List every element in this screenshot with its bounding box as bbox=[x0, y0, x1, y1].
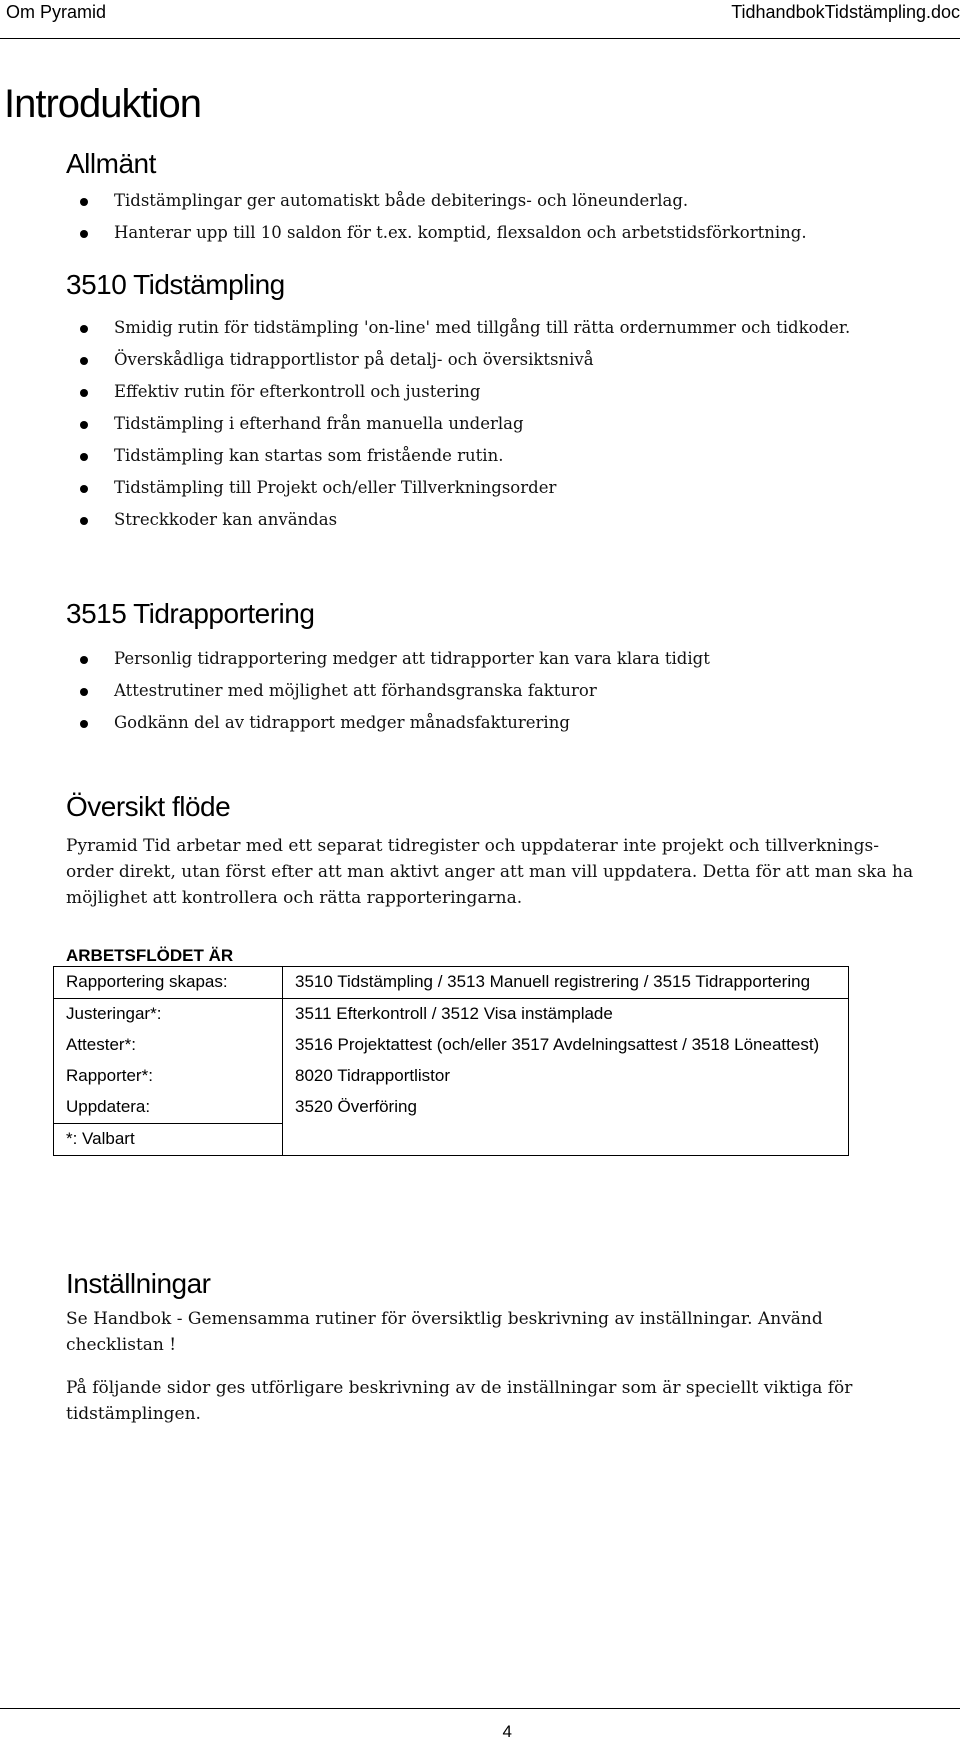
list-item: Hanterar upp till 10 saldon för t.ex. komptid, flexsaldon och arbetstidsförkortning. bbox=[0, 217, 807, 249]
list-allmant bbox=[0, 185, 807, 249]
flow-value: 8020 Tidrapportlistor bbox=[295, 1066, 450, 1085]
list-item: Tidstämpling i efterhand från manuella underlag bbox=[0, 408, 850, 440]
page-title: Introduktion bbox=[4, 82, 202, 126]
table-row bbox=[54, 999, 849, 1031]
list-item: Tidstämpling kan startas som fristående rutin. bbox=[0, 440, 850, 472]
list-item: Tidstämplingar ger automatiskt både debiterings- och löneunderlag. bbox=[0, 185, 807, 217]
page-number bbox=[0, 1722, 960, 1742]
flow-value: 3511 Efterkontroll / 3512 Visa instämplade bbox=[295, 1004, 613, 1023]
paragraph-line: möjlighet att kontrollera och rätta rapporteringarna. bbox=[66, 888, 523, 908]
paragraph-line: order direkt, utan först efter att man aktivt anger att man vill uppdatera. Detta för att man ska ha bbox=[66, 862, 914, 882]
table-row bbox=[54, 1030, 849, 1061]
list-item: Godkänn del av tidrapport medger månadsfakturering bbox=[0, 707, 710, 739]
paragraph-line: Se Handbok - Gemensamma rutiner för översiktlig beskrivning av inställningar. Använd bbox=[66, 1309, 823, 1329]
list-item: Effektiv rutin för efterkontroll och justering bbox=[0, 376, 850, 408]
paragraph-line: Pyramid Tid arbetar med ett separat tidregister och uppdaterar inte projekt och tillverknings- bbox=[66, 836, 879, 856]
heading-3510: 3510 Tidstämpling bbox=[66, 269, 285, 300]
flow-label: Rapportering skapas: bbox=[54, 967, 283, 999]
heading-installningar: Inställningar bbox=[66, 1268, 211, 1299]
flow-value: 3516 Projektattest (och/eller 3517 Avdelningsattest / 3518 Löneattest) bbox=[295, 1035, 820, 1054]
flow-value: 3510 Tidstämpling / 3513 Manuell registrering / 3515 Tidrapportering bbox=[283, 967, 849, 999]
page-number-text: 4 bbox=[502, 1722, 512, 1741]
heading-3515: 3515 Tidrapportering bbox=[66, 598, 315, 629]
header-left: Om Pyramid bbox=[6, 2, 107, 22]
list-item: Personlig tidrapportering medger att tidrapporter kan vara klara tidigt bbox=[0, 643, 710, 675]
flow-label: Rapporter*: bbox=[54, 1061, 283, 1092]
list-item: Attestrutiner med möjlighet att förhandsgranska fakturor bbox=[0, 675, 710, 707]
flow-value: 3520 Överföring bbox=[295, 1097, 417, 1116]
list-item: Tidstämpling till Projekt och/eller Tillverkningsorder bbox=[0, 472, 850, 504]
footer-rule bbox=[0, 1708, 960, 1709]
list-3510 bbox=[0, 312, 850, 536]
flow-table bbox=[53, 966, 849, 1156]
flow-value bbox=[283, 1124, 849, 1156]
installningar-paragraph-2 bbox=[66, 1375, 936, 1427]
table-row bbox=[54, 967, 849, 999]
list-3515 bbox=[0, 643, 710, 739]
flow-label: Uppdatera: bbox=[54, 1092, 283, 1124]
paragraph-line: På följande sidor ges utförligare beskrivning av de inställningar som är speciellt viktiga för bbox=[66, 1378, 853, 1398]
list-item: Streckkoder kan användas bbox=[0, 504, 850, 536]
header-right-filename: TidhandbokTidstämpling.doc bbox=[731, 2, 960, 22]
heading-allmant: Allmänt bbox=[66, 148, 156, 179]
flow-caption: ARBETSFLÖDET ÄR bbox=[66, 946, 234, 965]
flow-footnote: *: Valbart bbox=[54, 1124, 283, 1156]
table-row bbox=[54, 1061, 849, 1092]
oversikt-paragraph bbox=[66, 833, 936, 911]
table-row bbox=[54, 1092, 849, 1124]
installningar-paragraph-1 bbox=[66, 1306, 936, 1358]
list-item: Smidig rutin för tidstämpling 'on-line' med tillgång till rätta ordernummer och tidkoder. bbox=[0, 312, 850, 344]
heading-oversikt: Översikt flöde bbox=[66, 791, 231, 822]
table-row bbox=[54, 1124, 849, 1156]
flow-label: Attester*: bbox=[54, 1030, 283, 1061]
page-header bbox=[0, 0, 960, 39]
list-item: Överskådliga tidrapportlistor på detalj- och översiktsnivå bbox=[0, 344, 850, 376]
flow-label: Justeringar*: bbox=[54, 999, 283, 1031]
paragraph-line: tidstämplingen. bbox=[66, 1404, 201, 1424]
paragraph-line: checklistan ! bbox=[66, 1335, 177, 1355]
